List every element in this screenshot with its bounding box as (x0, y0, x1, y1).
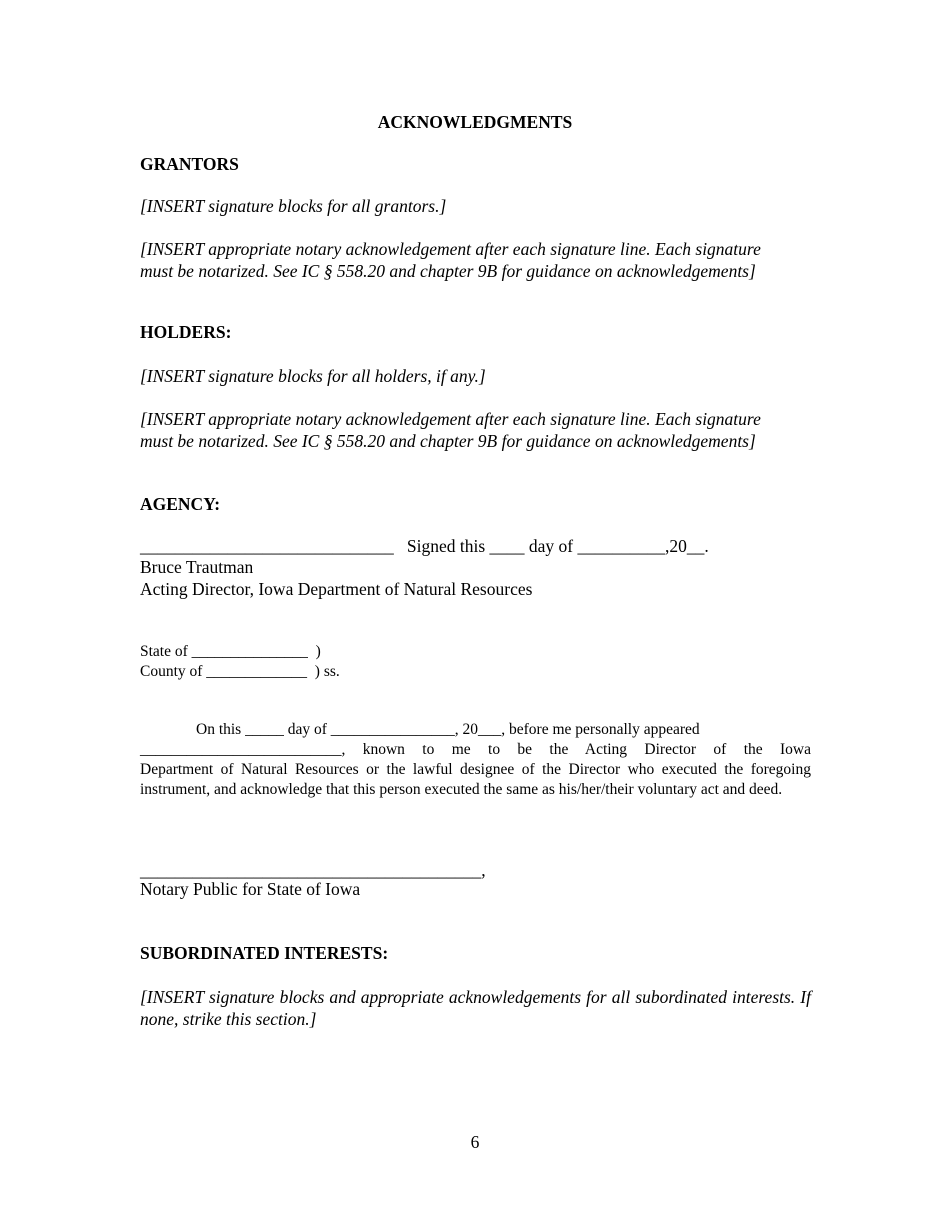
grantors-heading: GRANTORS (140, 154, 239, 174)
grantors-notary-instruction (140, 238, 811, 282)
holders-heading: HOLDERS: (140, 322, 232, 342)
state-line: State of _______________ ) (140, 643, 321, 660)
notary-acknowledgment-paragraph (140, 720, 811, 800)
notary-paragraph-line1: On this _____ day of ________________, 20___, before me personally appeared (196, 721, 700, 738)
notary-paragraph-line2: __________________________, known to me to be the Acting Director of the Iowa (140, 741, 811, 758)
holders-notary-instruction (140, 408, 811, 452)
holders-notary-instruction-line1: [INSERT appropriate notary acknowledgement after each signature line. Each signature (140, 409, 761, 429)
page-title: ACKNOWLEDGMENTS (377, 112, 573, 132)
notary-label: Notary Public for State of Iowa (140, 879, 361, 899)
holders-notary-instruction-line2: must be notarized. See IC § 558.20 and chapter 9B for guidance on acknowledgements] (140, 431, 756, 451)
signer-title: Acting Director, Iowa Department of Natural Resources (140, 579, 533, 599)
subordinated-instruction: [INSERT signature blocks and appropriate acknowledgements for all subordinated interests. If none, strike this section.] (140, 987, 811, 1029)
grantors-notary-instruction-line2: must be notarized. See IC § 558.20 and chapter 9B for guidance on acknowledgements] (140, 261, 756, 281)
grantors-notary-instruction-line1: [INSERT appropriate notary acknowledgement after each signature line. Each signature (140, 239, 761, 259)
holders-signature-instruction: [INSERT signature blocks for all holders, if any.] (140, 366, 486, 386)
grantors-signature-instruction: [INSERT signature blocks for all grantors.] (140, 196, 447, 216)
signer-name: Bruce Trautman (140, 557, 254, 577)
county-line: County of _____________ ) ss. (140, 663, 340, 680)
page-number: 6 (470, 1132, 480, 1152)
subordinated-heading: SUBORDINATED INTERESTS: (140, 943, 389, 963)
notary-signature-line: _______________________________________, (140, 860, 486, 880)
notary-paragraph-rest: Department of Natural Resources or the lawful designee of the Director who executed the foregoing instrument, and acknowledge that this person executed the same as his/her/their voluntary act and deed. (140, 761, 811, 798)
agency-signature-line: _____________________________ Signed this ____ day of __________,20__. (140, 536, 709, 556)
agency-heading: AGENCY: (140, 494, 221, 514)
